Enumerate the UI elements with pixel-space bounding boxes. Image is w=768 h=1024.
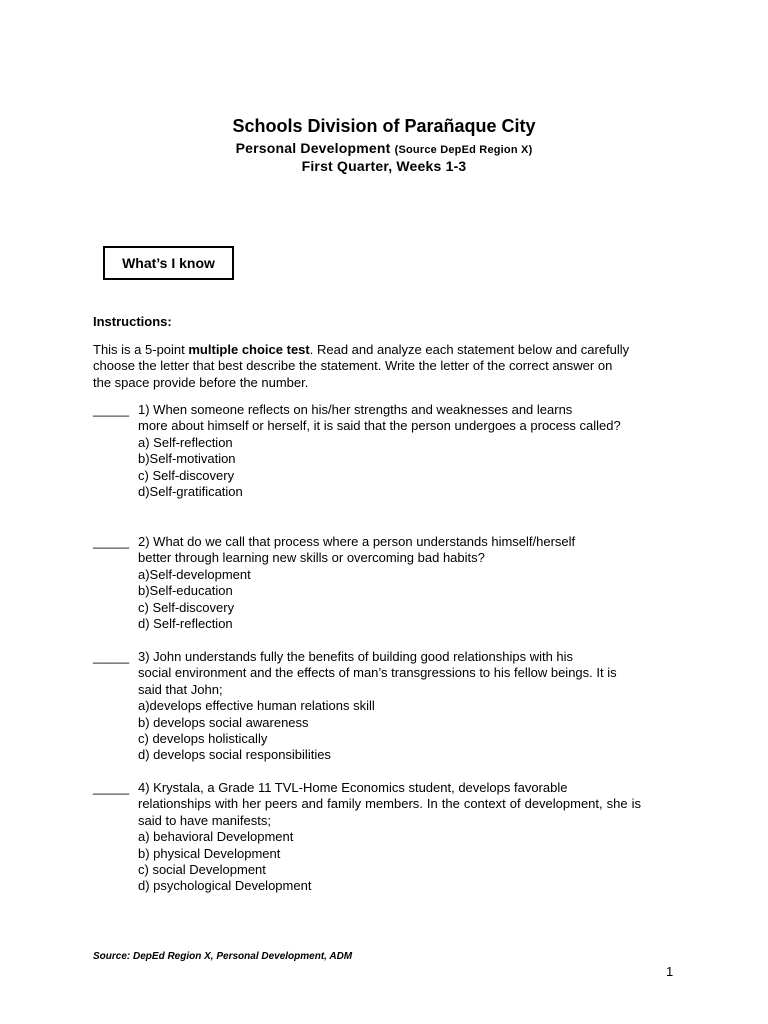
instructions-text-bold: multiple choice test [188, 342, 310, 357]
option-b: b)Self-education [138, 583, 233, 599]
option-d: d) Self-reflection [138, 616, 233, 632]
subject-name: Personal Development [235, 140, 391, 156]
option-d: d) psychological Development [138, 878, 312, 894]
footer-source: Source: DepEd Region X, Personal Development, ADM [93, 951, 353, 962]
option-a: a) behavioral Development [138, 829, 294, 845]
option-c: c) Self-discovery [138, 467, 235, 483]
question-stem: 1) When someone reflects on his/her strengths and weaknesses and learns [138, 402, 573, 417]
question-3 [93, 649, 641, 764]
question-stem: 2) What do we call that process where a person understands himself/herself [138, 534, 576, 549]
question-4 [93, 780, 641, 895]
section-heading: What’s I know [122, 255, 215, 271]
page-title: Schools Division of Parañaque City [232, 116, 536, 136]
page-subtitle [0, 140, 768, 156]
question-1 [93, 402, 641, 500]
question-stem-continued: social environment and the effects of man’s transgressions to his fellow beings. It is said that John; [138, 665, 617, 697]
option-b: b) develops social awareness [138, 714, 309, 730]
option-c: c) social Development [138, 862, 266, 878]
option-a: a) Self-reflection [138, 434, 233, 450]
option-b: b)Self-motivation [138, 451, 236, 467]
quarter-label: First Quarter, Weeks 1-3 [301, 158, 467, 174]
option-d: d) develops social responsibilities [138, 747, 331, 763]
instructions-text-start: This is a 5-point [93, 342, 189, 357]
instructions-text-end: . Read and analyze each statement below and carefully choose the letter that best describe the statement. Write the letter of the correct answer on the space provide before the number. [93, 342, 630, 390]
answer-blank: _____ [93, 649, 130, 664]
question-first-line [93, 402, 641, 418]
option-a: a)develops effective human relations skill [138, 698, 375, 714]
answer-blank: _____ [93, 402, 130, 417]
source-note: (Source DepEd Region X) [394, 144, 533, 156]
question-stem-continued: relationships with her peers and family members. In the context of development, she is said to have manifests; [138, 796, 641, 828]
option-d: d)Self-gratification [138, 484, 243, 500]
option-c: c) Self-discovery [138, 599, 235, 615]
question-stem: 4) Krystala, a Grade 11 TVL-Home Economics student, develops favorable [138, 780, 568, 795]
instructions-label: Instructions: [93, 314, 172, 329]
option-a: a)Self-development [138, 566, 251, 582]
question-stem-continued: better through learning new skills or overcoming bad habits? [138, 550, 485, 566]
option-c: c) develops holistically [138, 731, 268, 747]
instructions-text [93, 342, 633, 391]
option-b: b) physical Development [138, 845, 281, 861]
question-first-line [93, 534, 641, 550]
question-2 [93, 534, 641, 632]
question-stem-continued: more about himself or herself, it is said that the person undergoes a process called? [138, 418, 621, 434]
question-stem: 3) John understands fully the benefits of building good relationships with his [138, 649, 574, 664]
page-number: 1 [666, 964, 674, 979]
question-first-line [93, 649, 641, 665]
answer-blank: _____ [93, 780, 130, 795]
answer-blank: _____ [93, 534, 130, 549]
question-first-line [93, 780, 641, 796]
section-heading-box [103, 246, 234, 280]
